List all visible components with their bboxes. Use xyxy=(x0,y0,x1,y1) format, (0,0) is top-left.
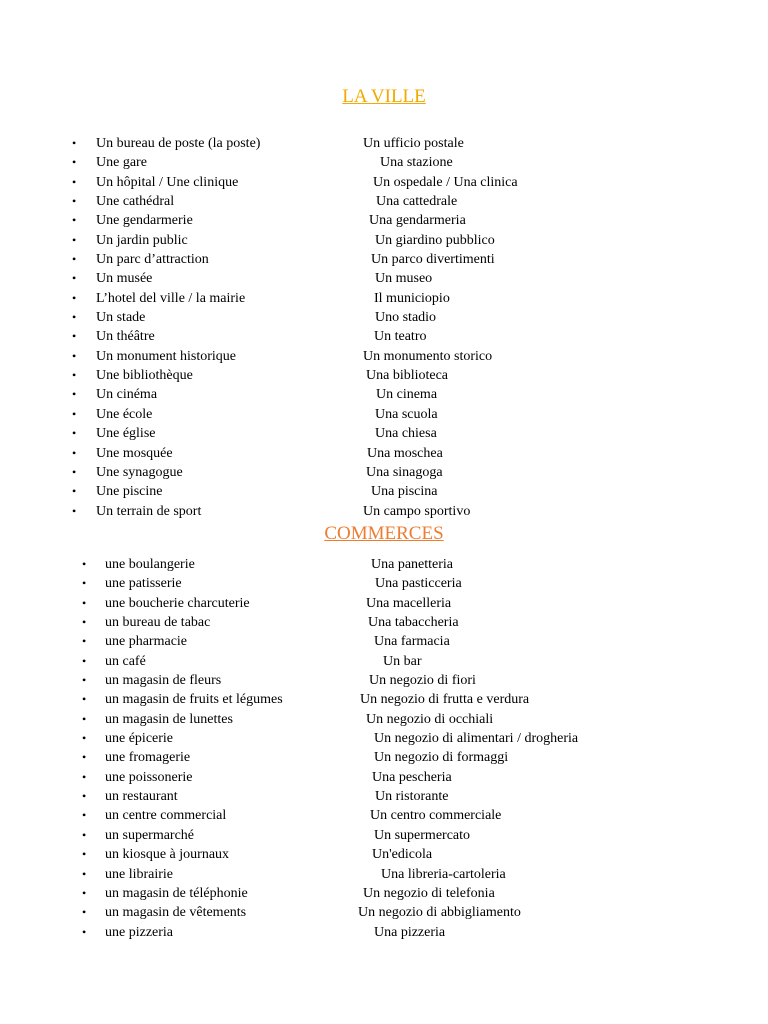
italian-term: Una libreria-cartoleria xyxy=(381,866,506,882)
italian-term: Una panetteria xyxy=(371,557,454,572)
french-term: un restaurant xyxy=(105,789,178,805)
french-term: Un bureau de poste (la poste) xyxy=(96,136,261,151)
french-term: Un cinéma xyxy=(96,387,158,403)
list-item xyxy=(0,903,768,922)
bullet-icon: • xyxy=(82,731,87,746)
list-item xyxy=(0,787,768,806)
italian-term: Una pasticceria xyxy=(375,576,462,592)
bullet-icon: • xyxy=(72,503,77,518)
italian-term: Una pizzeria xyxy=(374,924,446,940)
bullet-icon: • xyxy=(82,576,87,591)
list-item xyxy=(0,594,768,613)
italian-term: Una gendarmeria xyxy=(369,213,466,229)
french-term: un kiosque à journaux xyxy=(105,847,230,863)
french-term: un supermarché xyxy=(105,827,195,843)
vocabulary-list-commerces xyxy=(0,555,768,942)
list-item xyxy=(0,424,768,443)
italian-term: Un'edicola xyxy=(372,847,433,863)
french-term: une patisserie xyxy=(105,576,182,592)
french-term: Une gendarmerie xyxy=(96,213,193,229)
list-item xyxy=(0,308,768,327)
italian-term: Un negozio di occhiali xyxy=(366,711,494,727)
list-item xyxy=(0,385,768,404)
list-item xyxy=(0,826,768,845)
italian-term: Un negozio di fiori xyxy=(369,673,476,689)
french-term: un café xyxy=(105,653,146,669)
list-item xyxy=(0,327,768,346)
bullet-icon: • xyxy=(72,213,77,228)
italian-term: Un campo sportivo xyxy=(363,503,471,519)
italian-term: Un giardino pubblico xyxy=(375,232,495,248)
bullet-icon: • xyxy=(82,750,87,765)
list-item xyxy=(0,710,768,729)
french-term: Un monument historique xyxy=(96,348,236,364)
bullet-icon: • xyxy=(82,885,87,900)
french-term: Une bibliothèque xyxy=(96,368,193,384)
italian-term: Un bar xyxy=(383,653,422,669)
italian-term: Una piscina xyxy=(371,484,438,500)
bullet-icon: • xyxy=(72,310,77,325)
french-term: Un parc d’attraction xyxy=(96,252,209,268)
french-term: un magasin de fruits et légumes xyxy=(105,692,283,708)
french-term: un magasin de lunettes xyxy=(105,711,233,727)
list-item xyxy=(0,671,768,690)
bullet-icon: • xyxy=(72,348,77,363)
list-item xyxy=(0,134,768,153)
bullet-icon: • xyxy=(72,329,77,344)
list-item xyxy=(0,502,768,521)
list-item xyxy=(0,884,768,903)
bullet-icon: • xyxy=(72,387,77,402)
list-item xyxy=(0,613,768,632)
list-item xyxy=(0,250,768,269)
bullet-icon: • xyxy=(72,174,77,189)
bullet-icon: • xyxy=(72,484,77,499)
list-item xyxy=(0,173,768,192)
list-item xyxy=(0,845,768,864)
french-term: Un jardin public xyxy=(96,232,188,248)
list-item xyxy=(0,865,768,884)
french-term: Un stade xyxy=(96,310,146,326)
bullet-icon: • xyxy=(72,194,77,209)
italian-term: Un negozio di frutta e verdura xyxy=(360,692,530,708)
bullet-icon: • xyxy=(82,653,87,668)
italian-term: Una stazione xyxy=(380,155,453,171)
list-item xyxy=(0,555,768,574)
french-term: une pizzeria xyxy=(105,924,174,940)
french-term: Un hôpital / Une clinique xyxy=(96,174,239,190)
bullet-icon: • xyxy=(72,464,77,479)
bullet-icon: • xyxy=(72,406,77,421)
list-item xyxy=(0,482,768,501)
bullet-icon: • xyxy=(82,924,87,939)
bullet-icon: • xyxy=(72,445,77,460)
italian-term: Un ristorante xyxy=(375,789,449,805)
list-item xyxy=(0,806,768,825)
list-item xyxy=(0,347,768,366)
bullet-icon: • xyxy=(72,155,77,170)
list-item xyxy=(0,405,768,424)
list-item xyxy=(0,444,768,463)
list-item xyxy=(0,632,768,651)
italian-term: Una moschea xyxy=(367,445,443,461)
list-item xyxy=(0,269,768,288)
list-item xyxy=(0,192,768,211)
italian-term: Un ospedale / Una clinica xyxy=(373,174,518,190)
list-item xyxy=(0,748,768,767)
bullet-icon: • xyxy=(82,615,87,630)
french-term: Une piscine xyxy=(96,484,163,500)
list-item xyxy=(0,923,768,942)
bullet-icon: • xyxy=(72,252,77,267)
bullet-icon: • xyxy=(72,136,77,150)
italian-term: Una farmacia xyxy=(374,634,450,650)
list-item xyxy=(0,652,768,671)
italian-term: Un negozio di formaggi xyxy=(374,750,509,766)
section-title-la-ville: LA VILLE xyxy=(342,86,426,107)
italian-term: Una tabaccheria xyxy=(368,615,459,631)
french-term: une pharmacie xyxy=(105,634,188,650)
italian-term: Un cinema xyxy=(376,387,438,403)
list-item xyxy=(0,768,768,787)
italian-term: Un negozio di abbigliamento xyxy=(358,905,521,921)
french-term: Un théâtre xyxy=(96,329,155,345)
french-term: L’hotel del ville / la mairie xyxy=(96,290,246,306)
italian-term: Un centro commerciale xyxy=(370,808,502,824)
french-term: un centre commercial xyxy=(105,808,227,824)
italian-term: Un teatro xyxy=(374,329,427,345)
italian-term: Una pescheria xyxy=(372,769,452,785)
bullet-icon: • xyxy=(82,557,87,571)
vocabulary-list-la-ville xyxy=(0,134,768,521)
italian-term: Un parco divertimenti xyxy=(371,252,495,268)
french-term: un bureau de tabac xyxy=(105,615,211,631)
italian-term: Un negozio di alimentari / drogheria xyxy=(374,731,579,747)
french-term: Une cathédral xyxy=(96,194,175,210)
french-term: un magasin de fleurs xyxy=(105,673,222,689)
french-term: Un terrain de sport xyxy=(96,503,202,519)
french-term: Un musée xyxy=(96,271,153,287)
list-item xyxy=(0,690,768,709)
italian-term: Una sinagoga xyxy=(366,464,443,480)
italian-term: Un monumento storico xyxy=(363,348,493,364)
list-item xyxy=(0,463,768,482)
bullet-icon: • xyxy=(82,808,87,823)
bullet-icon: • xyxy=(72,368,77,383)
french-term: Une école xyxy=(96,406,153,422)
french-term: Une synagogue xyxy=(96,464,183,480)
bullet-icon: • xyxy=(82,692,87,707)
italian-term: Una macelleria xyxy=(366,595,452,611)
bullet-icon: • xyxy=(82,634,87,649)
french-term: une poissonerie xyxy=(105,769,193,785)
italian-term: Una scuola xyxy=(375,406,438,422)
italian-term: Il municiopio xyxy=(374,290,450,306)
french-term: une librairie xyxy=(105,866,174,882)
french-term: un magasin de téléphonie xyxy=(105,885,248,901)
french-term: une épicerie xyxy=(105,731,174,747)
french-term: une fromagerie xyxy=(105,750,191,766)
french-term: Une église xyxy=(96,426,156,442)
french-term: une boulangerie xyxy=(105,557,195,572)
italian-term: Una cattedrale xyxy=(376,194,458,210)
italian-term: Un negozio di telefonia xyxy=(363,885,495,901)
list-item xyxy=(0,574,768,593)
section-title-commerces: COMMERCES xyxy=(324,523,444,544)
bullet-icon: • xyxy=(82,711,87,726)
bullet-icon: • xyxy=(82,769,87,784)
list-item xyxy=(0,289,768,308)
bullet-icon: • xyxy=(82,595,87,610)
list-item xyxy=(0,231,768,250)
bullet-icon: • xyxy=(82,905,87,920)
italian-term: Una chiesa xyxy=(375,426,437,442)
bullet-icon: • xyxy=(82,827,87,842)
italian-term: Un ufficio postale xyxy=(363,136,464,151)
bullet-icon: • xyxy=(72,290,77,305)
list-item xyxy=(0,153,768,172)
list-item xyxy=(0,211,768,230)
list-item xyxy=(0,366,768,385)
bullet-icon: • xyxy=(82,866,87,881)
bullet-icon: • xyxy=(72,232,77,247)
french-term: Une gare xyxy=(96,155,147,171)
bullet-icon: • xyxy=(82,789,87,804)
french-term: un magasin de vêtements xyxy=(105,905,247,921)
italian-term: Un museo xyxy=(375,271,433,287)
bullet-icon: • xyxy=(82,673,87,688)
bullet-icon: • xyxy=(72,271,77,286)
italian-term: Una biblioteca xyxy=(366,368,449,384)
bullet-icon: • xyxy=(72,426,77,441)
italian-term: Un supermercato xyxy=(374,827,471,843)
list-item xyxy=(0,729,768,748)
french-term: une boucherie charcuterie xyxy=(105,595,250,611)
french-term: Une mosquée xyxy=(96,445,173,461)
bullet-icon: • xyxy=(82,847,87,862)
italian-term: Uno stadio xyxy=(375,310,437,326)
